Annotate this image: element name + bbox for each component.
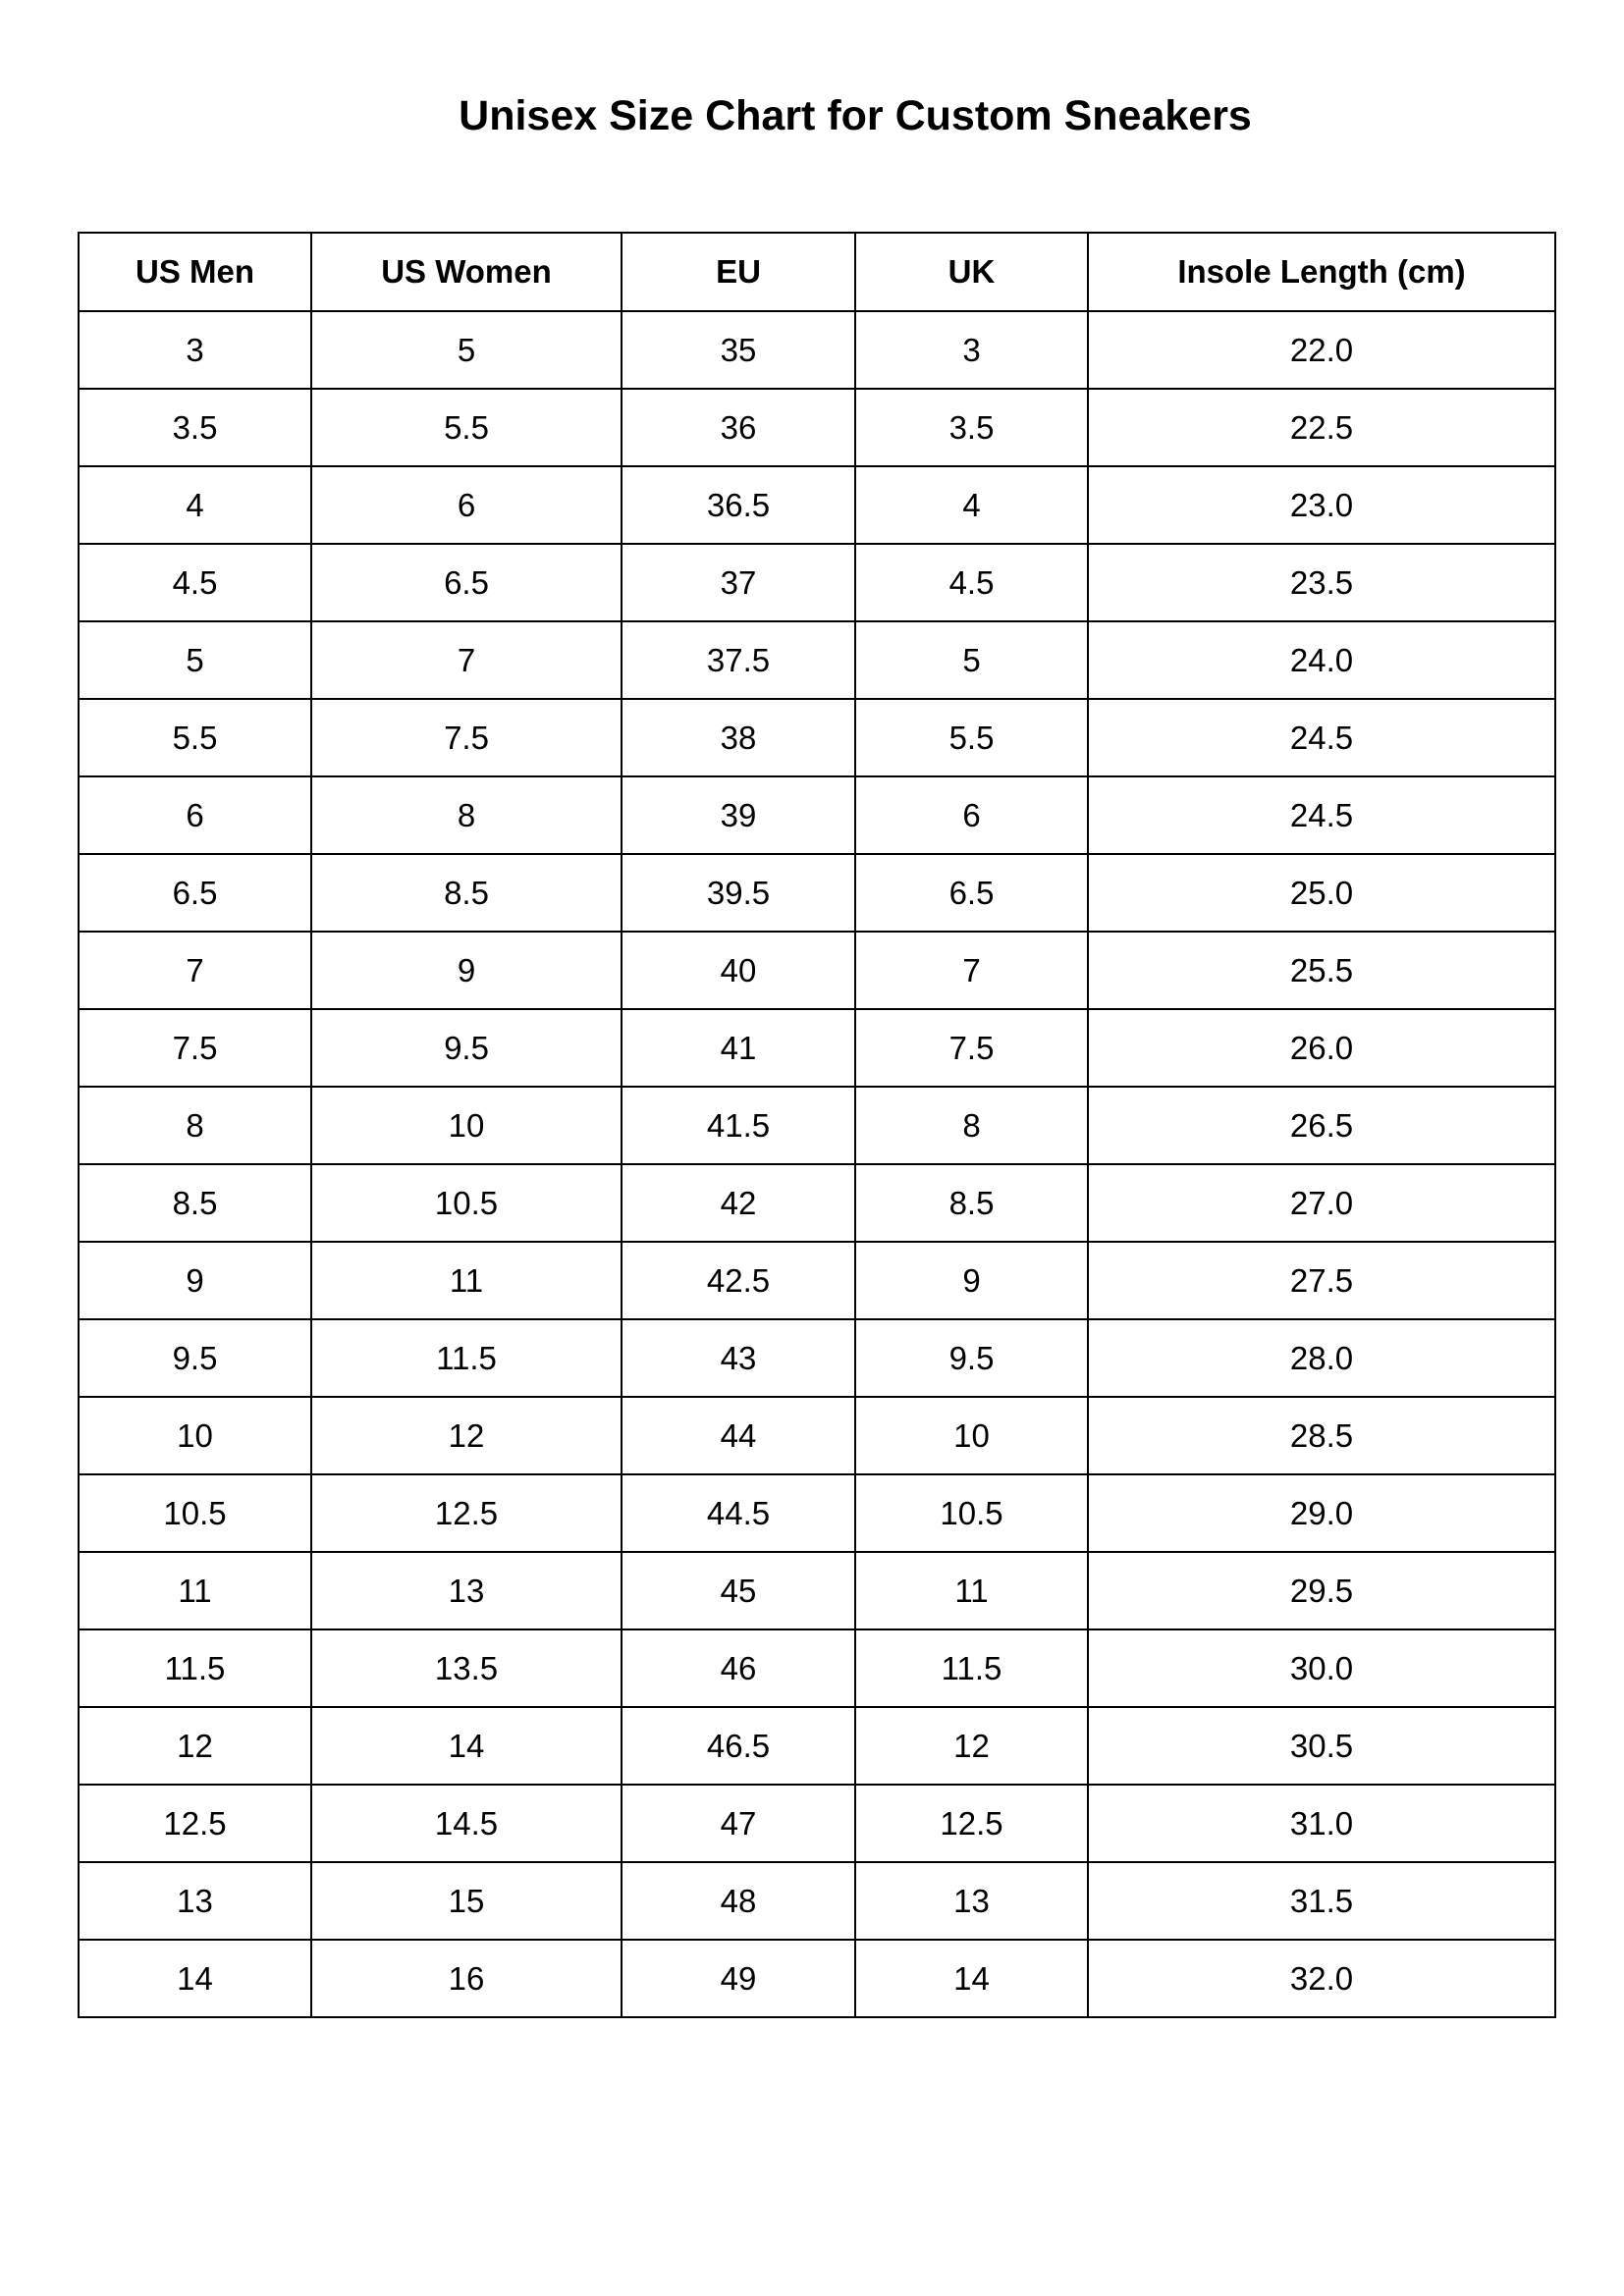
cell-us-women: 15	[311, 1862, 622, 1940]
cell-insole-length: 25.5	[1088, 932, 1555, 1009]
cell-us-men: 10.5	[79, 1474, 311, 1552]
cell-insole-length: 24.5	[1088, 776, 1555, 854]
cell-insole-length: 27.0	[1088, 1164, 1555, 1242]
cell-eu: 42.5	[622, 1242, 855, 1319]
cell-insole-length: 22.5	[1088, 389, 1555, 466]
cell-us-women: 11.5	[311, 1319, 622, 1397]
cell-uk: 9.5	[855, 1319, 1088, 1397]
cell-insole-length: 29.5	[1088, 1552, 1555, 1629]
header-us-women: US Women	[311, 233, 622, 311]
cell-us-women: 14.5	[311, 1785, 622, 1862]
cell-us-women: 7	[311, 621, 622, 699]
table-row	[79, 1009, 1555, 1087]
cell-us-women: 5.5	[311, 389, 622, 466]
cell-eu: 46	[622, 1629, 855, 1707]
table-row	[79, 1862, 1555, 1940]
cell-us-women: 5	[311, 311, 622, 389]
cell-us-women: 6	[311, 466, 622, 544]
cell-eu: 37.5	[622, 621, 855, 699]
cell-us-men: 10	[79, 1397, 311, 1474]
cell-us-men: 13	[79, 1862, 311, 1940]
cell-eu: 43	[622, 1319, 855, 1397]
table-row	[79, 1474, 1555, 1552]
cell-uk: 8	[855, 1087, 1088, 1164]
cell-us-women: 8.5	[311, 854, 622, 932]
cell-uk: 7.5	[855, 1009, 1088, 1087]
cell-uk: 4.5	[855, 544, 1088, 621]
cell-eu: 48	[622, 1862, 855, 1940]
cell-us-men: 3	[79, 311, 311, 389]
cell-us-men: 8.5	[79, 1164, 311, 1242]
cell-insole-length: 26.5	[1088, 1087, 1555, 1164]
cell-us-men: 9.5	[79, 1319, 311, 1397]
cell-uk: 10	[855, 1397, 1088, 1474]
cell-uk: 13	[855, 1862, 1088, 1940]
header-eu: EU	[622, 233, 855, 311]
cell-eu: 40	[622, 932, 855, 1009]
cell-us-men: 5	[79, 621, 311, 699]
cell-us-women: 10.5	[311, 1164, 622, 1242]
cell-eu: 44	[622, 1397, 855, 1474]
table-row	[79, 1552, 1555, 1629]
cell-insole-length: 23.5	[1088, 544, 1555, 621]
cell-eu: 39	[622, 776, 855, 854]
cell-eu: 41	[622, 1009, 855, 1087]
cell-us-men: 4.5	[79, 544, 311, 621]
header-row	[79, 233, 1555, 311]
cell-insole-length: 24.5	[1088, 699, 1555, 776]
cell-insole-length: 27.5	[1088, 1242, 1555, 1319]
cell-insole-length: 24.0	[1088, 621, 1555, 699]
cell-us-men: 14	[79, 1940, 311, 2017]
table-row	[79, 1940, 1555, 2017]
cell-eu: 47	[622, 1785, 855, 1862]
table-row	[79, 1164, 1555, 1242]
cell-insole-length: 31.0	[1088, 1785, 1555, 1862]
cell-uk: 5.5	[855, 699, 1088, 776]
table-row	[79, 544, 1555, 621]
table-row	[79, 1707, 1555, 1785]
table-row	[79, 621, 1555, 699]
cell-us-men: 11.5	[79, 1629, 311, 1707]
cell-insole-length: 30.5	[1088, 1707, 1555, 1785]
cell-us-women: 10	[311, 1087, 622, 1164]
table-row	[79, 776, 1555, 854]
cell-insole-length: 22.0	[1088, 311, 1555, 389]
cell-us-women: 9.5	[311, 1009, 622, 1087]
size-chart-table	[78, 232, 1556, 2018]
table-row	[79, 932, 1555, 1009]
cell-eu: 41.5	[622, 1087, 855, 1164]
table-row	[79, 1319, 1555, 1397]
cell-uk: 5	[855, 621, 1088, 699]
page-title: Unisex Size Chart for Custom Sneakers	[459, 92, 1252, 139]
table-row	[79, 466, 1555, 544]
cell-insole-length: 29.0	[1088, 1474, 1555, 1552]
cell-us-men: 4	[79, 466, 311, 544]
cell-us-women: 9	[311, 932, 622, 1009]
cell-uk: 11.5	[855, 1629, 1088, 1707]
cell-uk: 6.5	[855, 854, 1088, 932]
cell-uk: 7	[855, 932, 1088, 1009]
cell-us-women: 13.5	[311, 1629, 622, 1707]
cell-uk: 10.5	[855, 1474, 1088, 1552]
table-row	[79, 1785, 1555, 1862]
table-row	[79, 699, 1555, 776]
cell-eu: 45	[622, 1552, 855, 1629]
cell-us-women: 13	[311, 1552, 622, 1629]
table-row	[79, 1087, 1555, 1164]
cell-insole-length: 23.0	[1088, 466, 1555, 544]
cell-insole-length: 28.5	[1088, 1397, 1555, 1474]
header-insole-length: Insole Length (cm)	[1088, 233, 1555, 311]
cell-uk: 4	[855, 466, 1088, 544]
cell-uk: 8.5	[855, 1164, 1088, 1242]
cell-eu: 44.5	[622, 1474, 855, 1552]
cell-us-men: 8	[79, 1087, 311, 1164]
cell-uk: 14	[855, 1940, 1088, 2017]
cell-eu: 46.5	[622, 1707, 855, 1785]
cell-us-men: 3.5	[79, 389, 311, 466]
cell-uk: 6	[855, 776, 1088, 854]
table-row	[79, 1242, 1555, 1319]
cell-uk: 12	[855, 1707, 1088, 1785]
cell-eu: 38	[622, 699, 855, 776]
cell-eu: 49	[622, 1940, 855, 2017]
cell-eu: 42	[622, 1164, 855, 1242]
cell-us-men: 9	[79, 1242, 311, 1319]
table-row	[79, 389, 1555, 466]
cell-us-men: 6.5	[79, 854, 311, 932]
cell-us-women: 6.5	[311, 544, 622, 621]
table-row	[79, 854, 1555, 932]
cell-eu: 36	[622, 389, 855, 466]
cell-us-women: 12.5	[311, 1474, 622, 1552]
cell-uk: 3	[855, 311, 1088, 389]
cell-us-men: 5.5	[79, 699, 311, 776]
cell-uk: 11	[855, 1552, 1088, 1629]
table-row	[79, 1629, 1555, 1707]
cell-uk: 9	[855, 1242, 1088, 1319]
cell-uk: 3.5	[855, 389, 1088, 466]
cell-us-men: 12	[79, 1707, 311, 1785]
table-body	[79, 311, 1555, 2017]
cell-insole-length: 30.0	[1088, 1629, 1555, 1707]
cell-eu: 36.5	[622, 466, 855, 544]
cell-us-men: 7	[79, 932, 311, 1009]
cell-us-women: 16	[311, 1940, 622, 2017]
cell-eu: 39.5	[622, 854, 855, 932]
cell-insole-length: 28.0	[1088, 1319, 1555, 1397]
cell-insole-length: 26.0	[1088, 1009, 1555, 1087]
cell-us-men: 7.5	[79, 1009, 311, 1087]
cell-us-women: 11	[311, 1242, 622, 1319]
cell-us-men: 12.5	[79, 1785, 311, 1862]
cell-insole-length: 31.5	[1088, 1862, 1555, 1940]
cell-uk: 12.5	[855, 1785, 1088, 1862]
table-row	[79, 1397, 1555, 1474]
cell-us-women: 12	[311, 1397, 622, 1474]
cell-eu: 35	[622, 311, 855, 389]
cell-us-men: 11	[79, 1552, 311, 1629]
cell-eu: 37	[622, 544, 855, 621]
cell-us-women: 8	[311, 776, 622, 854]
cell-us-men: 6	[79, 776, 311, 854]
cell-insole-length: 32.0	[1088, 1940, 1555, 2017]
header-uk: UK	[855, 233, 1088, 311]
header-us-men: US Men	[79, 233, 311, 311]
cell-us-women: 7.5	[311, 699, 622, 776]
cell-us-women: 14	[311, 1707, 622, 1785]
table-row	[79, 311, 1555, 389]
cell-insole-length: 25.0	[1088, 854, 1555, 932]
